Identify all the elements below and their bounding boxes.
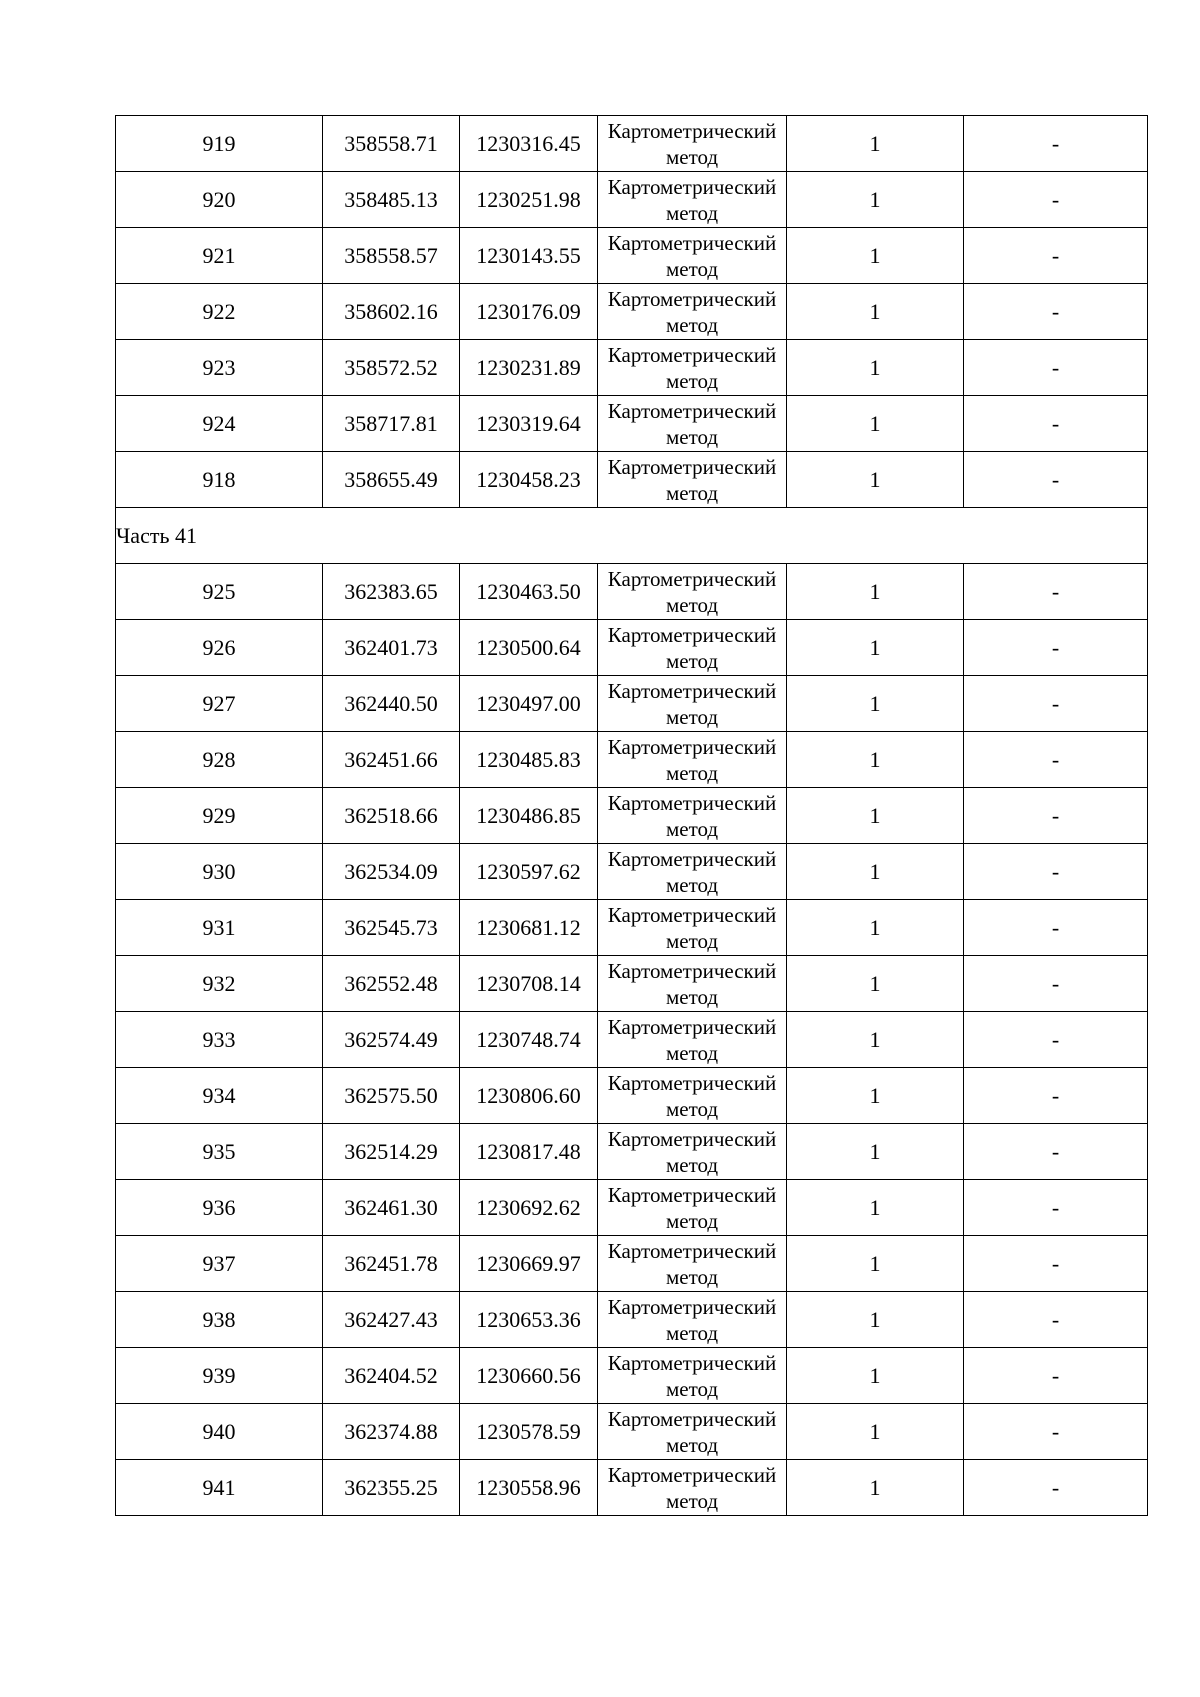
note-cell: - [964,284,1148,340]
coordinate-x-cell: 358485.13 [323,172,460,228]
section-header-row [116,508,1148,564]
table-row [116,1012,1148,1068]
point-number-cell: 919 [116,116,323,172]
accuracy-cell: 1 [787,1292,964,1348]
coordinate-y-cell: 1230176.09 [460,284,598,340]
method-cell: Картометрический метод [598,900,787,956]
coordinate-y-cell: 1230669.97 [460,1236,598,1292]
accuracy-cell: 1 [787,228,964,284]
table-row [116,1348,1148,1404]
accuracy-cell: 1 [787,1180,964,1236]
accuracy-cell: 1 [787,1404,964,1460]
table-row [116,676,1148,732]
point-number-cell: 932 [116,956,323,1012]
point-number-cell: 935 [116,1124,323,1180]
table-row [116,1236,1148,1292]
accuracy-cell: 1 [787,452,964,508]
coordinates-table [115,115,1148,1516]
coordinate-y-cell: 1230143.55 [460,228,598,284]
note-cell: - [964,732,1148,788]
method-cell: Картометрический метод [598,676,787,732]
method-cell: Картометрический метод [598,620,787,676]
accuracy-cell: 1 [787,116,964,172]
point-number-cell: 926 [116,620,323,676]
coordinate-x-cell: 362404.52 [323,1348,460,1404]
note-cell: - [964,172,1148,228]
coordinate-x-cell: 362440.50 [323,676,460,732]
table-row [116,1404,1148,1460]
point-number-cell: 918 [116,452,323,508]
note-cell: - [964,676,1148,732]
coordinate-y-cell: 1230500.64 [460,620,598,676]
table-row [116,1292,1148,1348]
accuracy-cell: 1 [787,788,964,844]
point-number-cell: 928 [116,732,323,788]
method-cell: Картометрический метод [598,284,787,340]
coordinate-y-cell: 1230817.48 [460,1124,598,1180]
accuracy-cell: 1 [787,564,964,620]
coordinate-y-cell: 1230681.12 [460,900,598,956]
coordinate-y-cell: 1230486.85 [460,788,598,844]
note-cell: - [964,1012,1148,1068]
note-cell: - [964,900,1148,956]
coordinate-y-cell: 1230319.64 [460,396,598,452]
coordinate-x-cell: 362383.65 [323,564,460,620]
note-cell: - [964,1124,1148,1180]
table-row [116,1180,1148,1236]
section-label: Часть 41 [116,508,1148,564]
coordinate-x-cell: 362355.25 [323,1460,460,1516]
note-cell: - [964,564,1148,620]
coordinate-x-cell: 358558.71 [323,116,460,172]
point-number-cell: 940 [116,1404,323,1460]
coordinate-y-cell: 1230558.96 [460,1460,598,1516]
point-number-cell: 936 [116,1180,323,1236]
note-cell: - [964,788,1148,844]
method-cell: Картометрический метод [598,1012,787,1068]
point-number-cell: 930 [116,844,323,900]
method-cell: Картометрический метод [598,1460,787,1516]
coordinate-y-cell: 1230251.98 [460,172,598,228]
point-number-cell: 920 [116,172,323,228]
coordinate-y-cell: 1230660.56 [460,1348,598,1404]
table-row [116,172,1148,228]
note-cell: - [964,620,1148,676]
point-number-cell: 925 [116,564,323,620]
point-number-cell: 929 [116,788,323,844]
method-cell: Картометрический метод [598,1292,787,1348]
table-body [116,116,1148,1516]
note-cell: - [964,396,1148,452]
coordinate-x-cell: 362552.48 [323,956,460,1012]
table-row [116,564,1148,620]
point-number-cell: 931 [116,900,323,956]
method-cell: Картометрический метод [598,956,787,1012]
point-number-cell: 933 [116,1012,323,1068]
method-cell: Картометрический метод [598,1124,787,1180]
method-cell: Картометрический метод [598,396,787,452]
coordinate-y-cell: 1230748.74 [460,1012,598,1068]
note-cell: - [964,1292,1148,1348]
accuracy-cell: 1 [787,1460,964,1516]
table-row [116,116,1148,172]
accuracy-cell: 1 [787,1124,964,1180]
coordinate-y-cell: 1230597.62 [460,844,598,900]
table-row [116,1068,1148,1124]
coordinate-y-cell: 1230231.89 [460,340,598,396]
method-cell: Картометрический метод [598,340,787,396]
accuracy-cell: 1 [787,732,964,788]
accuracy-cell: 1 [787,844,964,900]
accuracy-cell: 1 [787,284,964,340]
coordinate-x-cell: 362574.49 [323,1012,460,1068]
table-row [116,396,1148,452]
point-number-cell: 939 [116,1348,323,1404]
coordinate-y-cell: 1230708.14 [460,956,598,1012]
point-number-cell: 921 [116,228,323,284]
method-cell: Картометрический метод [598,172,787,228]
coordinate-x-cell: 362575.50 [323,1068,460,1124]
coordinate-y-cell: 1230458.23 [460,452,598,508]
point-number-cell: 937 [116,1236,323,1292]
coordinate-x-cell: 358602.16 [323,284,460,340]
accuracy-cell: 1 [787,676,964,732]
point-number-cell: 927 [116,676,323,732]
accuracy-cell: 1 [787,340,964,396]
note-cell: - [964,452,1148,508]
coordinate-x-cell: 362514.29 [323,1124,460,1180]
coordinate-x-cell: 358572.52 [323,340,460,396]
method-cell: Картометрический метод [598,564,787,620]
note-cell: - [964,956,1148,1012]
table-row [116,284,1148,340]
method-cell: Картометрический метод [598,1180,787,1236]
note-cell: - [964,228,1148,284]
coordinate-y-cell: 1230497.00 [460,676,598,732]
point-number-cell: 941 [116,1460,323,1516]
note-cell: - [964,1460,1148,1516]
coordinate-x-cell: 362374.88 [323,1404,460,1460]
method-cell: Картометрический метод [598,788,787,844]
coordinate-y-cell: 1230653.36 [460,1292,598,1348]
coordinate-x-cell: 358717.81 [323,396,460,452]
method-cell: Картометрический метод [598,1404,787,1460]
table-row [116,228,1148,284]
point-number-cell: 924 [116,396,323,452]
table-row [116,788,1148,844]
point-number-cell: 922 [116,284,323,340]
coordinate-y-cell: 1230692.62 [460,1180,598,1236]
coordinate-x-cell: 362427.43 [323,1292,460,1348]
coordinate-x-cell: 362518.66 [323,788,460,844]
note-cell: - [964,844,1148,900]
table-row [116,844,1148,900]
accuracy-cell: 1 [787,620,964,676]
table-row [116,956,1148,1012]
accuracy-cell: 1 [787,956,964,1012]
coordinate-y-cell: 1230578.59 [460,1404,598,1460]
coordinate-x-cell: 362451.78 [323,1236,460,1292]
point-number-cell: 938 [116,1292,323,1348]
coordinate-x-cell: 358655.49 [323,452,460,508]
point-number-cell: 923 [116,340,323,396]
note-cell: - [964,1348,1148,1404]
note-cell: - [964,1068,1148,1124]
coordinate-y-cell: 1230485.83 [460,732,598,788]
table-row [116,1124,1148,1180]
table-row [116,452,1148,508]
table-row [116,900,1148,956]
method-cell: Картометрический метод [598,1348,787,1404]
coordinate-x-cell: 362461.30 [323,1180,460,1236]
note-cell: - [964,1404,1148,1460]
coordinate-x-cell: 362451.66 [323,732,460,788]
coordinate-x-cell: 362545.73 [323,900,460,956]
accuracy-cell: 1 [787,1236,964,1292]
table-row [116,340,1148,396]
table-row [116,620,1148,676]
accuracy-cell: 1 [787,1012,964,1068]
accuracy-cell: 1 [787,1068,964,1124]
table-row [116,732,1148,788]
note-cell: - [964,340,1148,396]
coordinate-x-cell: 362401.73 [323,620,460,676]
method-cell: Картометрический метод [598,732,787,788]
coordinate-y-cell: 1230463.50 [460,564,598,620]
coordinate-x-cell: 358558.57 [323,228,460,284]
point-number-cell: 934 [116,1068,323,1124]
method-cell: Картометрический метод [598,116,787,172]
accuracy-cell: 1 [787,396,964,452]
note-cell: - [964,1180,1148,1236]
coordinate-y-cell: 1230316.45 [460,116,598,172]
method-cell: Картометрический метод [598,1236,787,1292]
accuracy-cell: 1 [787,900,964,956]
method-cell: Картометрический метод [598,228,787,284]
coordinate-x-cell: 362534.09 [323,844,460,900]
table-row [116,1460,1148,1516]
method-cell: Картометрический метод [598,844,787,900]
accuracy-cell: 1 [787,172,964,228]
coordinate-y-cell: 1230806.60 [460,1068,598,1124]
method-cell: Картометрический метод [598,1068,787,1124]
method-cell: Картометрический метод [598,452,787,508]
note-cell: - [964,116,1148,172]
note-cell: - [964,1236,1148,1292]
accuracy-cell: 1 [787,1348,964,1404]
